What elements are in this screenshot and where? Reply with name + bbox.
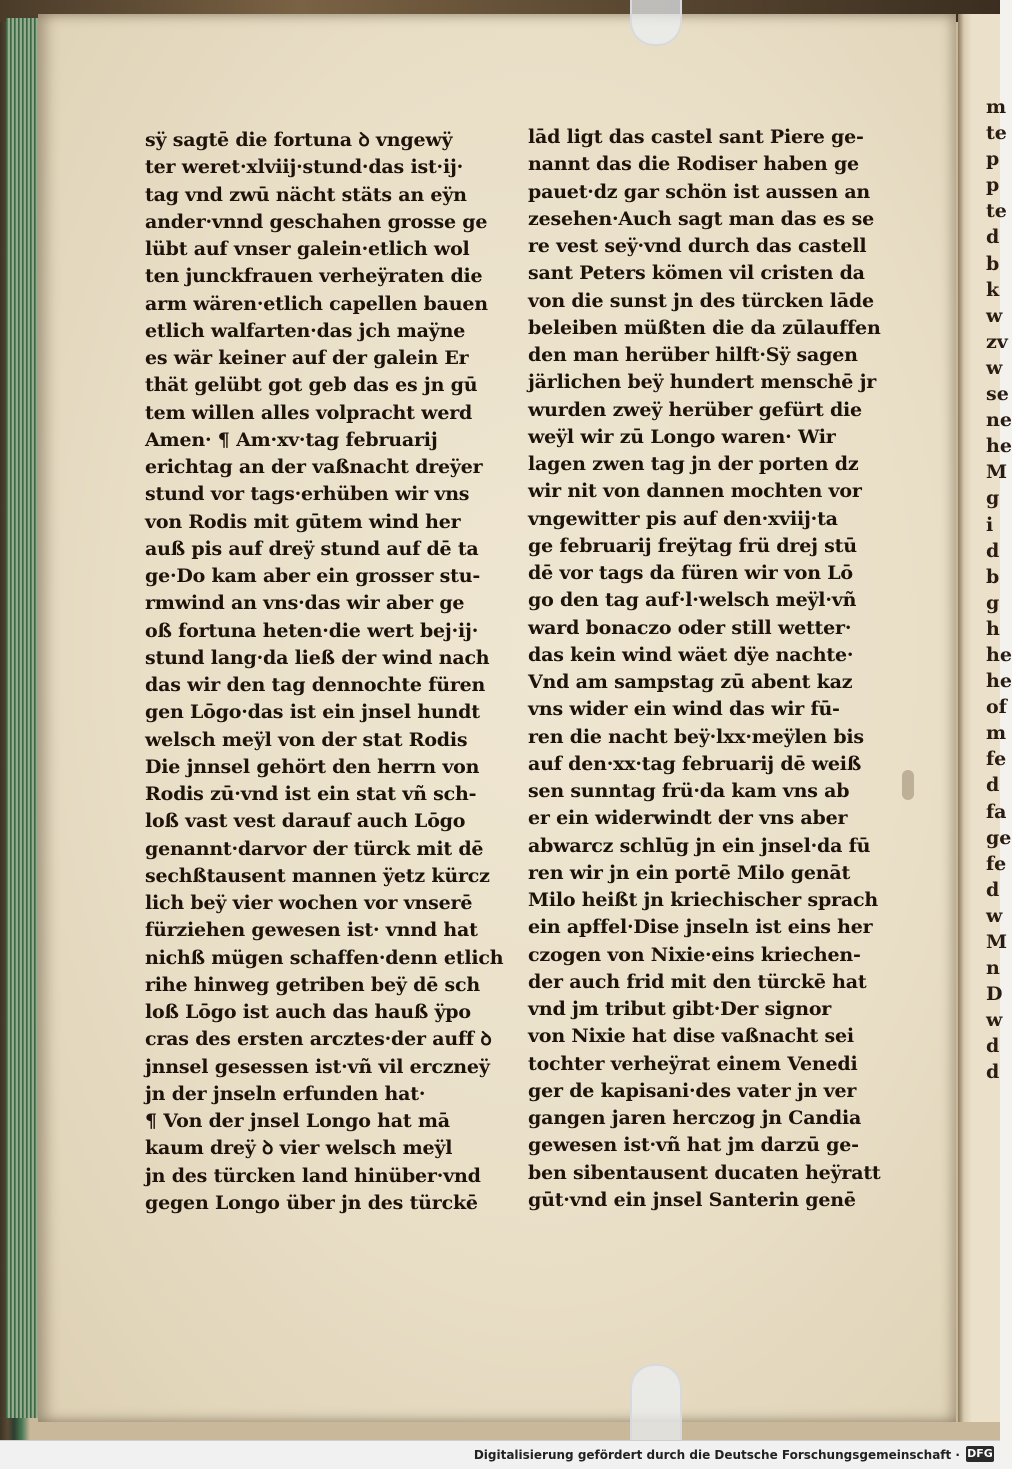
text-line: Rodis zū·vnd ist ein stat vñ sch- [145,783,477,805]
text-line: gegen Longo über jn des türckē [145,1191,478,1214]
text-line: zesehen·Auch sagt man das es se [528,207,874,230]
text-line: thät gelübt got geb das es jn gū [145,374,478,397]
text-line: fürziehen gewesen ist· vnnd hat [145,919,478,942]
text-line: gen Lōgo·das ist ein jnsel hundt [145,701,480,724]
text-line: järlichen beÿ hundert menschē jr [528,371,877,394]
text-line: Milo heißt jn kriechischer sprach [528,889,878,911]
text-line: der auch frid mit den türckē hat [528,970,867,993]
text-line: er ein widerwindt der vns aber [528,807,848,830]
text-line: sant Peters kömen vil cristen da [528,262,865,285]
text-line: go den tag auf·l·welsch meÿl·vñ [528,589,857,612]
text-line: das wir den tag dennochte füren [145,674,486,696]
text-line: czogen von Nixie·eins kriechen- [528,943,861,966]
text-line: gūt·vnd ein jnsel Santerin genē [528,1188,856,1211]
text-line: das kein wind wäet dÿe nachte· [528,643,854,666]
text-line: lübt auf vnser galein·etlich wol [145,238,470,260]
text-line: ander·vnnd geschahen grosse ge [145,210,488,233]
facing-page-text: m te p p te d b k w zv w se ne he M g i d b g h he he of m fe d fa ge fe d w M n D w d d [986,96,1012,1084]
text-line: tochter verheÿrat einem Venedi [528,1052,858,1075]
text-line: ge·Do kam aber ein grosser stu- [145,565,481,587]
text-line: loß Lōgo ist auch das hauß ÿpo [145,1001,471,1023]
text-line: ren wir jn ein portē Milo genāt [528,861,851,884]
text-line: stund lang·da ließ der wind nach [145,646,490,669]
text-line: vns wider ein wind das wir fū- [528,698,840,721]
text-line: wurden zweÿ herüber gefürt die [528,398,862,421]
text-line: pauet·dz gar schön ist aussen an [528,180,871,203]
text-line: cras des ersten arcztes·der auff ꝺ [145,1028,492,1051]
text-line: sechßtausent mannen ÿetz kürcz [145,864,490,887]
text-line: etlich walfarten·das jch maÿne [145,319,466,342]
text-line: stund vor tags·erhüben wir vns [145,483,470,506]
text-line: auf den·xx·tag februarij dē weiß [528,752,862,775]
text-line: tag vnd zwū nächt stäts an eÿn [145,183,467,206]
text-line: tem willen alles volpracht werd [145,401,473,424]
text-line: ren die nacht beÿ·lxx·meÿlen bis [528,725,864,748]
text-line: weÿl wir zū Longo waren· Wir [528,425,836,448]
text-line: ein apffel·Dise jnseln ist eins her [528,916,873,939]
text-line: kaum dreÿ ꝺ vier welsch meÿl [145,1137,453,1160]
text-line: vngewitter pis auf den·xviij·ta [528,507,838,530]
text-line: lagen zwen tag jn der porten dz [528,453,859,475]
facing-page-edge [958,14,1012,1422]
text-line: loß vast vest darauf auch Lōgo [145,810,466,833]
text-line: Vnd am sampstag zū abent kaz [528,671,853,693]
text-line: ¶ Von der jnsel Longo hat mā [145,1110,450,1132]
footer-bar [0,1440,1000,1469]
text-line: ten junckfrauen verheÿraten die [145,265,483,288]
left-text-column [145,127,525,1217]
text-line: erichtag an der vaßnacht dreÿer [145,456,483,478]
page-clip-top [630,0,682,46]
text-line: ter weret·xlviij·stund·das ist·ij· [145,156,464,179]
text-line: sÿ sagtē die fortuna ꝺ vngewÿ [145,129,453,151]
text-line: arm wären·etlich capellen bauen [145,292,488,315]
text-line: von die sunst jn des türcken lāde [528,289,874,312]
funding-credit: Digitalisierung gefördert durch die Deutsche Forschungsgemeinschaft · [473,1448,960,1462]
right-text-column [528,124,908,1214]
text-line: dē vor tags da füren wir von Lō [528,562,853,584]
text-line: ger de kapisani·des vater jn ver [528,1079,857,1102]
text-line: den man herüber hilft·Sÿ sagen [528,344,858,366]
text-line: lich beÿ vier wochen vor vnserē [145,892,473,914]
text-line: es wär keiner auf der galein Er [145,347,469,369]
text-line: nannt das die Rodiser haben ge [528,153,859,176]
page-clip-bottom [630,1364,682,1442]
text-line: abwarcz schlūg jn ein jnsel·da fū [528,834,871,857]
text-line: ge februarij freÿtag frü drej stū [528,534,857,557]
text-line: welsch meÿl von der stat Rodis [145,728,468,751]
text-line: jn der jnseln erfunden hat· [145,1082,426,1105]
text-line: vnd jm tribut gibt·Der signor [528,998,832,1020]
text-line: von Nixie hat dise vaßnacht sei [528,1025,854,1048]
text-line: nichß mügen schaffen·denn etlich [145,946,504,969]
text-line: rihe hinweg getriben beÿ dē sch [145,973,481,996]
text-line: sen sunntag frü·da kam vns ab [528,780,850,802]
text-line: von Rodis mit gūtem wind her [145,510,461,533]
text-line: genannt·darvor der türck mit dē [145,837,484,860]
text-line: Die jnnsel gehört den herrn von [145,755,480,778]
text-line: beleiben müßten die da zūlauffen [528,316,881,339]
text-line: auß pis auf dreÿ stund auf dē ta [145,537,479,560]
text-line: wir nit von dannen mochten vor [528,480,862,503]
text-line: gangen jaren herczog jn Candia [528,1107,862,1129]
text-line: Amen· ¶ Am·xv·tag februarij [145,428,438,451]
text-line: oß fortuna heten·die wert bej·ij· [145,619,479,642]
text-line: jn des türcken land hinüber·vnd [145,1164,481,1187]
text-line: gewesen ist·vñ hat jm darzū ge- [528,1134,859,1157]
text-line: rmwind an vns·das wir aber ge [145,592,465,615]
text-line: re vest seÿ·vnd durch das castell [528,235,867,257]
text-line: ben sibentausent ducaten heÿratt [528,1161,881,1184]
dfg-logo: DFG [967,1447,993,1460]
text-line: jnnsel gesessen ist·vñ vil erczneÿ [145,1055,490,1078]
text-line: ward bonaczo oder still wetter· [528,616,852,639]
text-line: lād ligt das castel sant Piere ge- [528,126,864,148]
book-page-edges [6,18,42,1418]
